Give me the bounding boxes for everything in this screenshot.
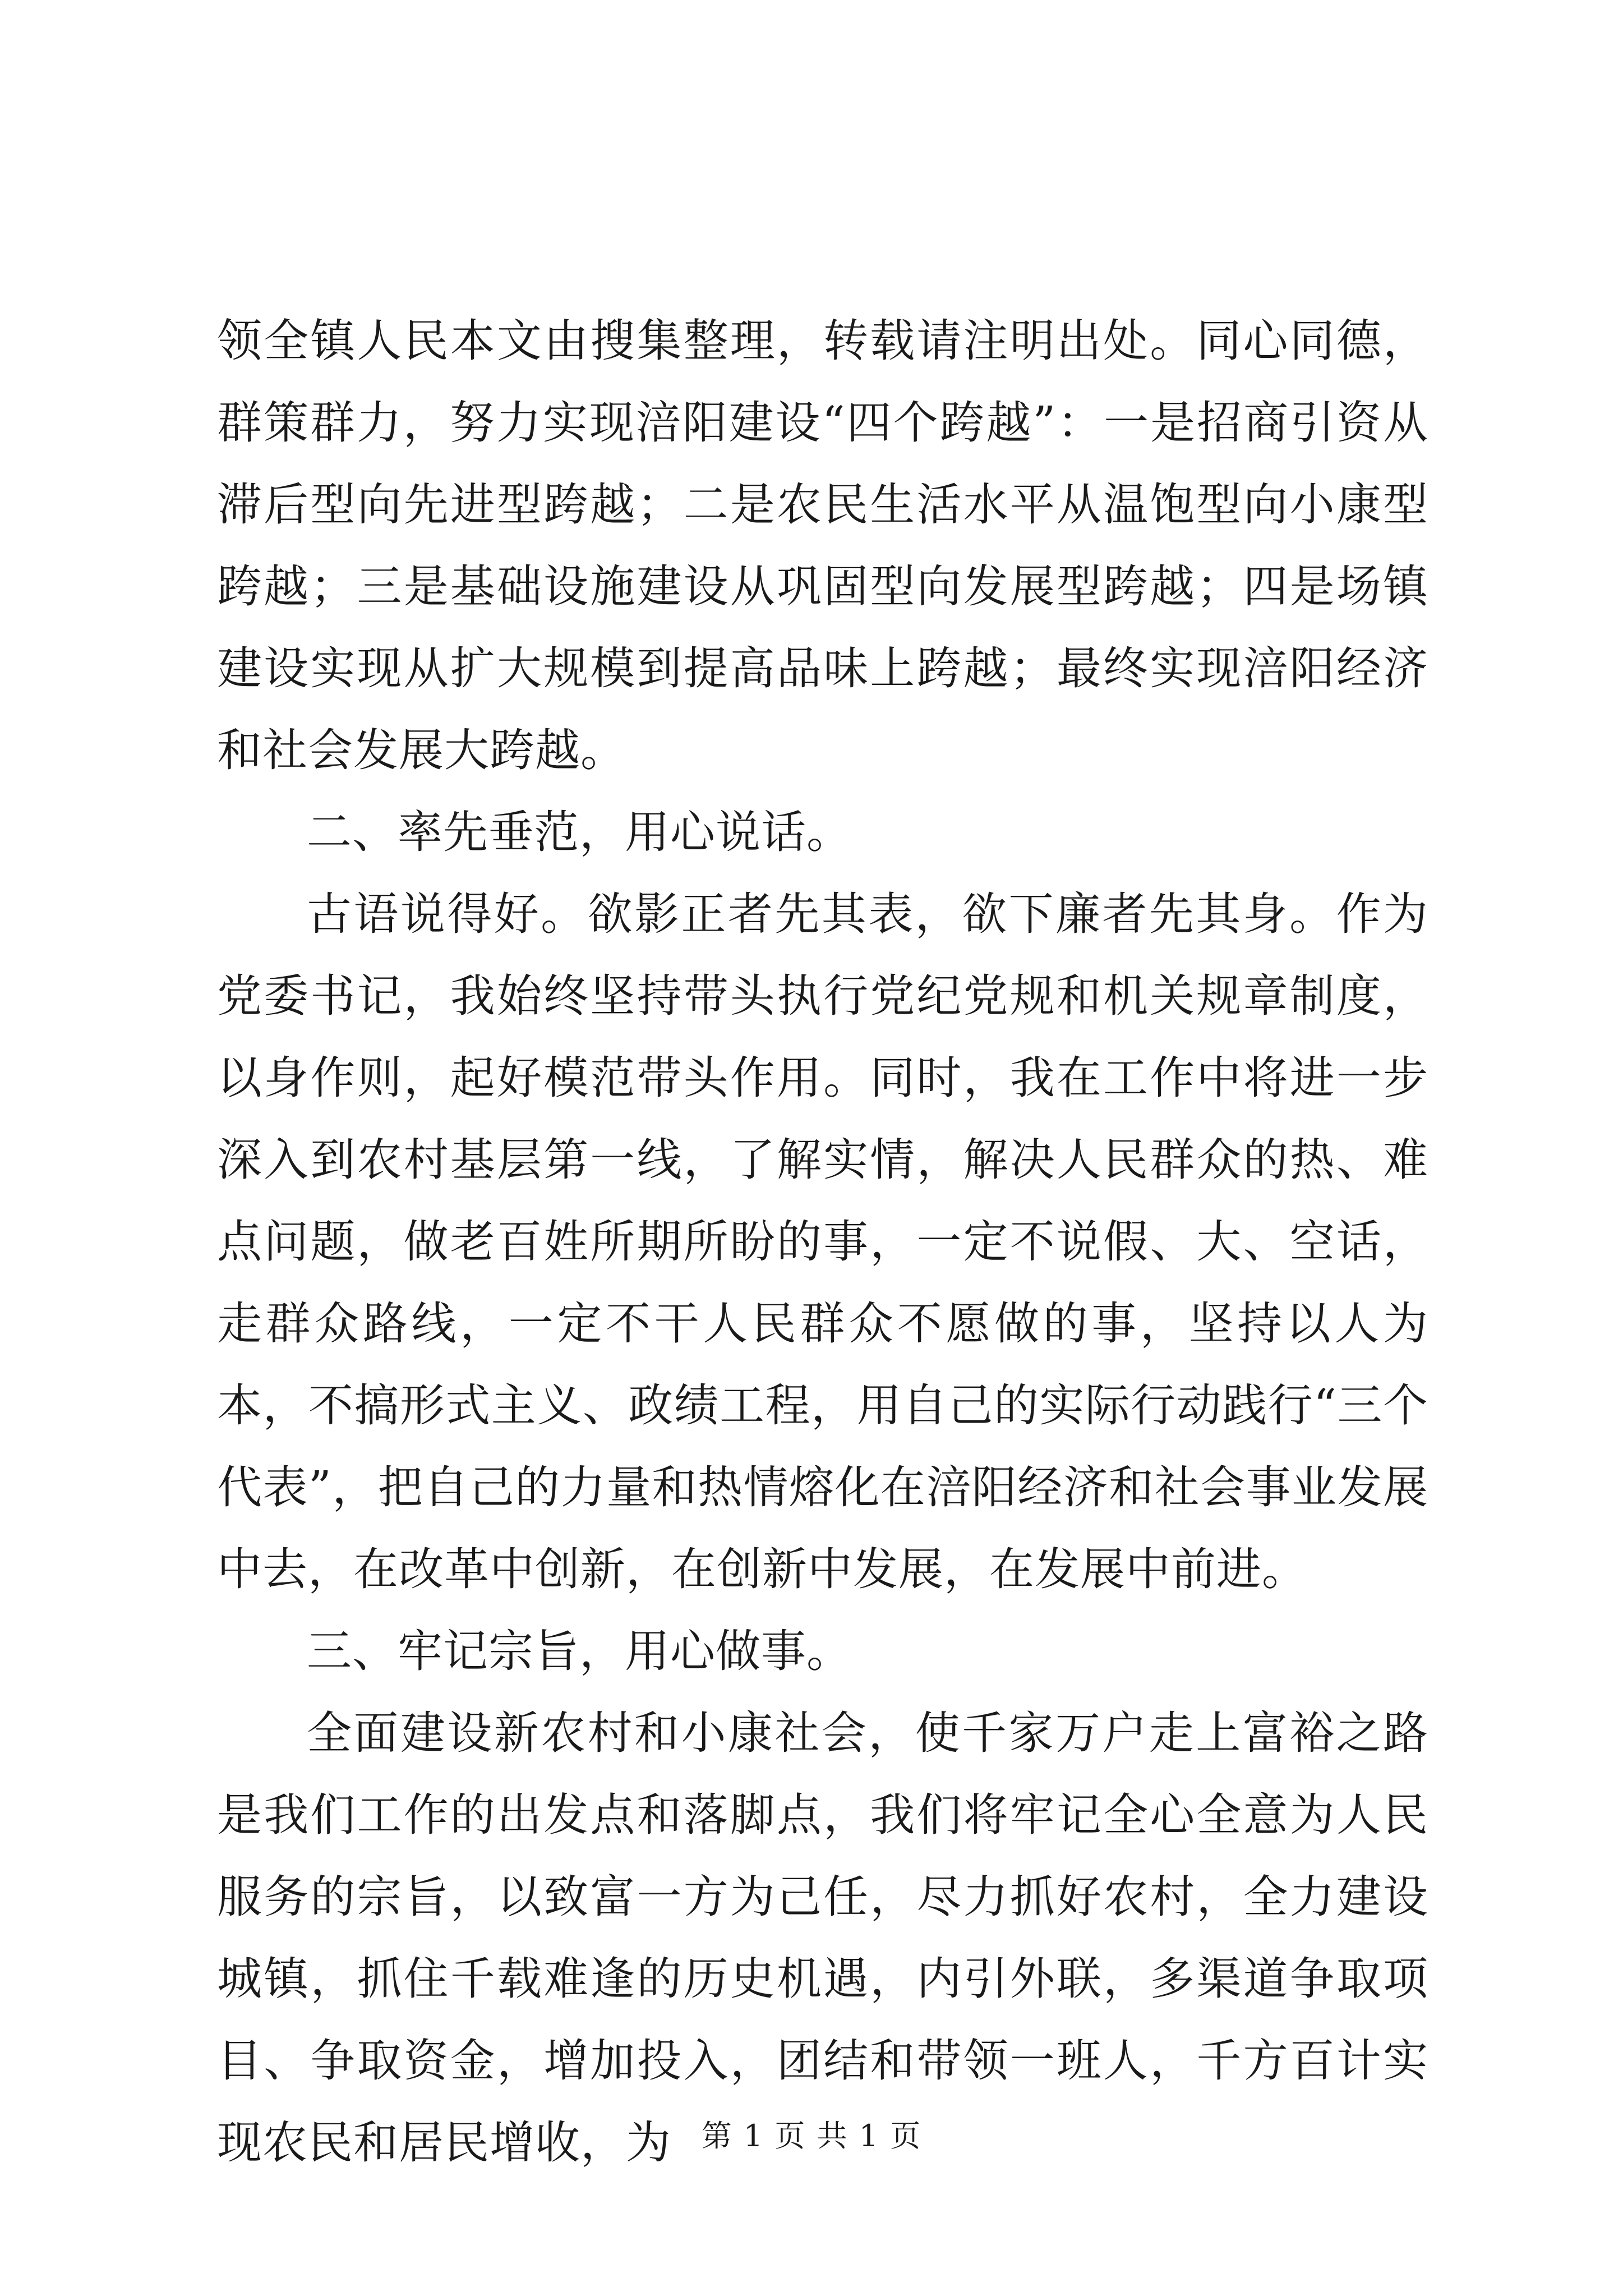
paragraph-lead-by-example: 古语说得好。欲影正者先其表，欲下廉者先其身。作为党委书记，我始终坚持带头执行党纪党规和机关规章制度，以身作则，起好模范带头作用。同时，我在工作中将进一步深入到农村基层第一线，了解实情，解决人民群众的热、难点问题，做老百姓所期所盼的事，一定不说假、大、空话，走群众路线，一定不干人民群众不愿做的事，坚持以人为本，不搞形式主义、政绩工程，用自己的实际行动践行“三个代表”，把自己的力量和热情熔化在涪阳经济和社会事业发展中去，在改革中创新，在创新中发展，在发展中前进。 [217,888,1428,1595]
section-heading-2: 二、率先垂范，用心说话。 [307,806,852,858]
section-heading-3: 三、牢记宗旨，用心做事。 [307,1625,852,1677]
paragraph-purpose: 全面建设新农村和小康社会，使千家万户走上富裕之路是我们工作的出发点和落脚点，我们将牢记全心全意为人民服务的宗旨，以致富一方为己任，尽力抓好农村，全力建设城镇，抓住千载难逢的历史机遇，内引外联，多渠道争取项目、争取资金，增加投入，团结和带领一班人，千方百计实现农民和居民增收，为 [217,1707,1428,2169]
page-number-footer: 第 1 页 共 1 页 [701,2118,922,2154]
document-body [217,300,1428,2184]
paragraph-continuation: 领全镇人民本文由搜集整理，转载请注明出处。同心同德，群策群力，努力实现涪阳建设“四个跨越”：一是招商引资从滞后型向先进型跨越；二是农民生活水平从温饱型向小康型跨越；三是基础设施建设从巩固型向发展型跨越；四是场镇建设实现从扩大规模到提高品味上跨越；最终实现涪阳经济和社会发展大跨越。 [217,315,1428,776]
